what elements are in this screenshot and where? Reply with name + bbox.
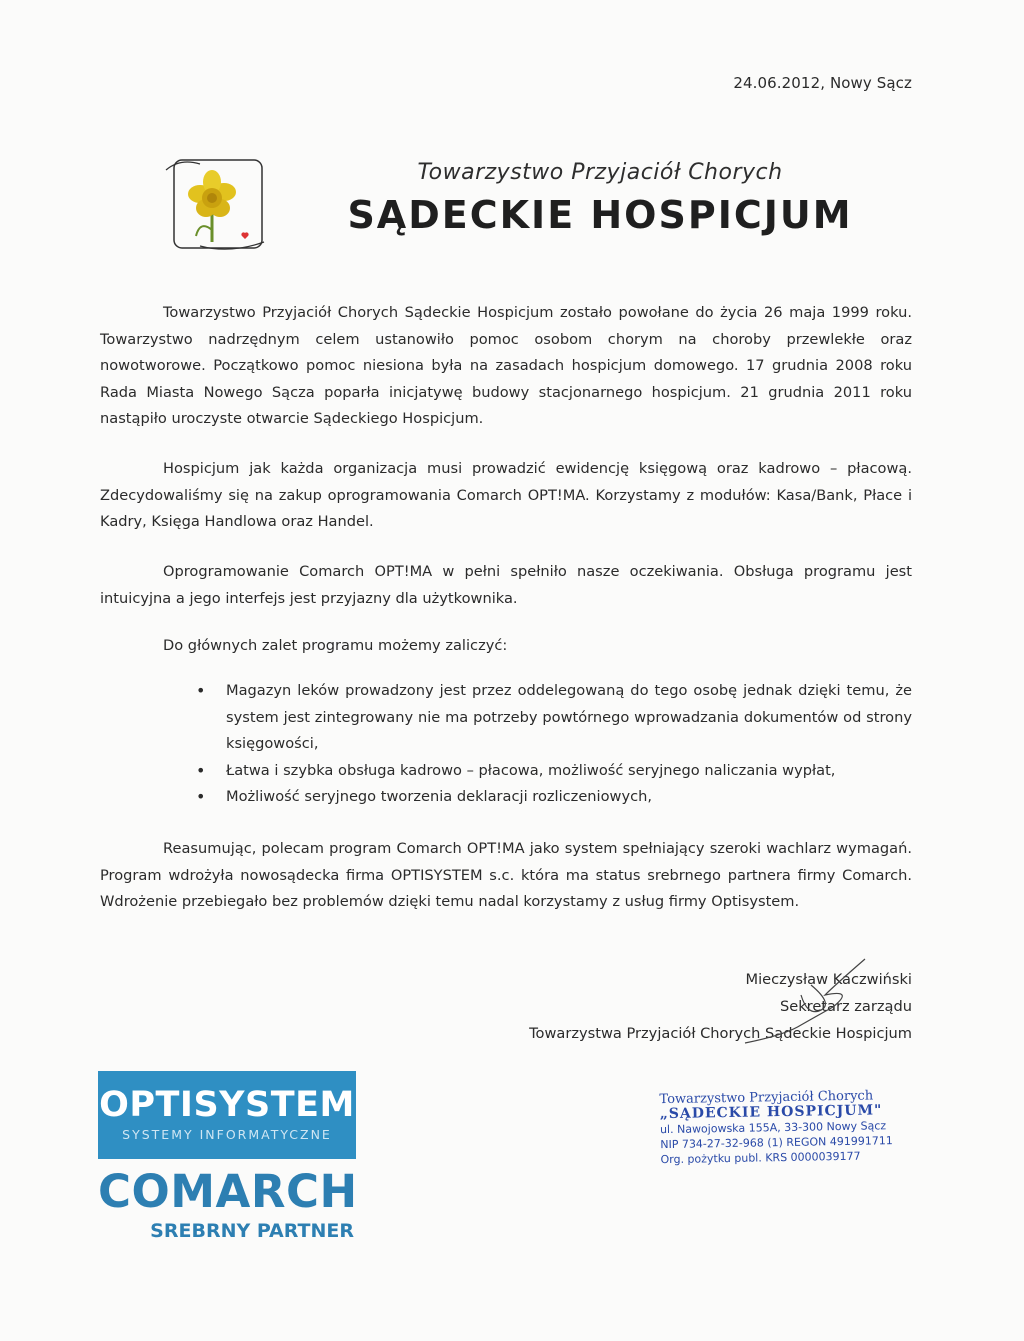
- organization-title: SĄDECKIE HOSPICJUM: [347, 193, 853, 237]
- organization-header: [330, 160, 870, 237]
- partner-level: SREBRNY PARTNER: [150, 1220, 354, 1242]
- daffodil-icon: [160, 150, 270, 258]
- signatory-organization: Towarzystwa Przyjaciół Chorych Sądeckie Hospicjum: [529, 1025, 912, 1042]
- paragraph-software: Hospicjum jak każda organizacja musi prowadzić ewidencję księgową oraz kadrowo – płacową. Zdecydowaliśmy się na zakup oprogramowania Comarch OPT!MA. Korzystamy z modułów: Kasa/Bank, Płace i Kadry, Księga Handlowa oraz Handel.: [100, 460, 912, 530]
- signatory-role: Sekretarz zarządu: [779, 998, 912, 1015]
- list-item: • Możliwość seryjnego tworzenia deklaracji rozliczeniowych,: [100, 784, 912, 811]
- comarch-logo: COMARCH: [98, 1165, 358, 1218]
- hospice-logo: [160, 150, 270, 258]
- optisystem-logo: OPTISYSTEM SYSTEMY INFORMATYCZNE: [98, 1071, 356, 1159]
- paragraph-summary: Reasumując, polecam program Comarch OPT!MA jako system spełniający szeroki wachlarz wymagań. Program wdrożyła nowosądecka firma OPTISYSTEM s.c. która ma status srebrnego partnera firmy Comarch. Wdrożenie przebiegało bez problemów dzięki temu nadal korzystamy z usług firmy Optisystem.: [100, 840, 912, 910]
- advantages-list: [100, 678, 912, 811]
- organization-subtitle: Towarzystwo Przyjaciół Chorych: [417, 160, 783, 185]
- bullet-icon: •: [196, 787, 206, 806]
- list-item: • Magazyn leków prowadzony jest przez oddelegowaną do tego osobę jednak dzięki temu, że system jest zintegrowany nie ma potrzeby powtórnego wprowadzania dokumentów od strony księgowości,: [100, 678, 912, 758]
- bullet-icon: •: [196, 681, 206, 700]
- signatory-name: Mieczysław Kaczwiński: [745, 971, 912, 988]
- letter-date: 24.06.2012, Nowy Sącz: [733, 74, 912, 92]
- organization-stamp: Towarzystwo Przyjaciół Chorych „SĄDECKIE HOSPICJUM" ul. Nawojowska 155A, 33-300 Nowy Sącz NIP 734-27-32-968 (1) REGON 491991711 Org. pożytku publ. KRS 0000039177: [659, 1088, 893, 1167]
- paragraph-history: Towarzystwo Przyjaciół Chorych Sądeckie Hospicjum zostało powołane do życia 26 maja 1999 roku. Towarzystwo nadrzędnym celem ustanowiło pomoc osobom chorym na choroby przewlekłe oraz nowotworowe. Początkowo pomoc niesiona była na zasadach hospicjum domowego. 17 grudnia 2008 roku Rada Miasta Nowego Sącza poparła inicjatywę budowy stacjonarnego hospicjum. 21 grudnia 2011 roku nastąpiło uroczyste otwarcie Sądeckiego Hospicjum.: [100, 304, 912, 427]
- list-item: • Łatwa i szybka obsługa kadrowo – płacowa, możliwość seryjnego naliczania wypłat,: [100, 758, 912, 785]
- paragraph-satisfaction: Oprogramowanie Comarch OPT!MA w pełni spełniło nasze oczekiwania. Obsługa programu jest intuicyjna a jego interfejs jest przyjazny dla użytkownika.: [100, 563, 912, 607]
- bullet-icon: •: [196, 760, 206, 780]
- paragraph-advantages-intro: Do głównych zalet programu możemy zaliczyć:: [163, 637, 508, 654]
- handwritten-signature: [715, 955, 885, 1045]
- partner-logo: [98, 1071, 356, 1242]
